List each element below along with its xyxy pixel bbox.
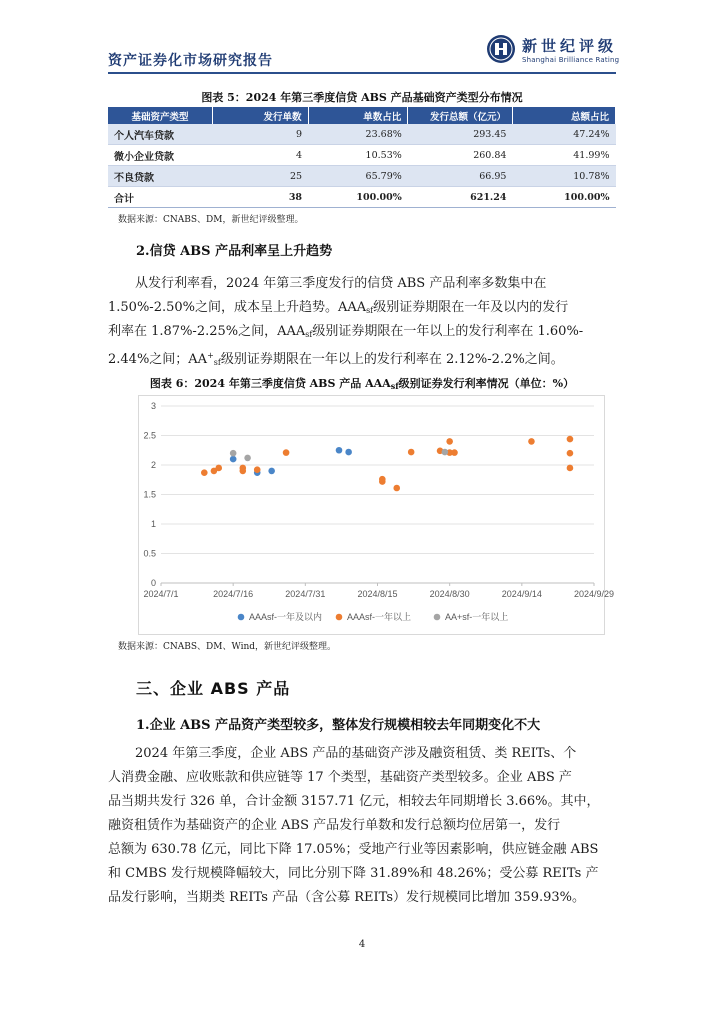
cell-count-pct: 65.79% [308,166,408,187]
legend-marker [238,614,245,621]
cell-amount-pct: 10.78% [512,166,615,187]
data-point [268,468,275,475]
cell-amount: 621.24 [408,187,513,208]
data-point [446,438,453,445]
subscript: sf [366,306,374,315]
data-point [528,438,535,445]
section3-subtitle: 1.企业 ABS 产品资产类型较多，整体发行规模相较去年同期变化不大 [136,718,541,733]
paragraph-line [108,296,616,320]
scatter-chart-svg [139,396,615,634]
y-tick-label: 1.5 [143,489,156,500]
data-point [230,450,237,457]
line-text: 1.50%-2.50%之间，成本呈上升趋势。AAA [108,300,367,315]
data-point [345,449,352,456]
paragraph-line [108,344,616,368]
y-tick-label: 2 [150,460,156,470]
data-point [239,465,246,472]
data-point [451,449,458,456]
cell-type: 不良贷款 [108,166,212,187]
x-tick-label: 2024/8/30 [429,589,470,599]
line-text: 从发行利率看，2024 年第三季度发行的信贷 ABS 产品利率多数集中在 [135,276,547,291]
line-text: 利率在 1.87%-2.25%之间，AAA [108,324,306,339]
cell-amount: 260.84 [408,145,513,166]
data-point [215,465,222,472]
col-header: 基础资产类型 [108,107,212,124]
x-tick-label: 2024/9/29 [573,589,615,599]
legend-label: AAAsf-一年以上 [347,612,412,622]
paragraph-line: 融资租赁作为基础资产的企业 ABS 产品发行单数和发行总额均位居第一，发行 [108,818,561,833]
paragraph-line [108,320,616,344]
company-logo-english: Shanghai Brilliance Rating [522,56,620,64]
section3-title: 三、企业 ABS 产品 [136,679,291,698]
cell-type: 合计 [108,187,212,208]
cell-type: 微小企业贷款 [108,145,212,166]
subsection2-paragraph [108,272,616,368]
table-row [108,166,616,187]
y-tick-label: 0 [150,578,156,588]
data-point [254,466,261,473]
legend-marker [434,614,441,621]
x-tick-label: 2024/7/31 [285,589,326,599]
figure6-source: 数据来源：CNABS、DM、Wind，新世纪评级整理。 [118,642,337,652]
legend-label: AAAsf-一年及以内 [249,612,323,622]
paragraph-line [108,272,616,296]
subsection2-title: 2.信贷 ABS 产品利率呈上升趋势 [136,244,333,259]
section3-paragraph [108,742,616,910]
line-text: 级别证券期限在一年以上的发行利率在 1.60%- [312,324,584,339]
data-point [567,450,574,457]
page-number: 4 [358,939,366,950]
data-point [393,485,400,492]
cell-amount: 66.95 [408,166,513,187]
cell-amount-pct: 41.99% [512,145,615,166]
superscript: + [207,351,214,360]
cell-count-pct: 100.00% [308,187,408,208]
figure6-caption [108,375,616,391]
paragraph-line: 人消费金融、应收账款和供应链等 17 个类型，基础资产类型较多。企业 ABS 产 [108,770,572,785]
table-row [108,145,616,166]
company-logo-emblem-icon [486,34,516,64]
line-text: 级别证券期限在一年及以内的发行 [373,300,569,315]
cell-count: 9 [212,124,308,145]
cell-amount-pct: 47.24% [512,124,615,145]
line-text: 级别证券期限在一年以上的发行利率在 2.12%-2.2%之间。 [220,352,564,367]
legend-label: AA+sf-一年以上 [445,612,509,622]
y-tick-label: 3 [150,401,156,411]
data-point [336,447,343,454]
caption-text: 级别证券发行利率情况（单位：%） [398,377,575,390]
figure6-chart [138,395,615,635]
cell-count: 38 [212,187,308,208]
table-total-row [108,187,616,208]
data-point [408,449,415,456]
x-tick-label: 2024/9/14 [501,589,542,599]
cell-count: 25 [212,166,308,187]
cell-count-pct: 23.68% [308,124,408,145]
legend-marker [336,614,343,621]
data-point [244,455,251,462]
line-text: 2.44%之间；AA [108,352,208,367]
paragraph-line: 品当期共发行 326 单，合计金额 3157.71 亿元，相较去年同期增长 3.66%。其中， [108,794,600,809]
table-header-row [108,107,616,124]
data-point [567,465,574,472]
paragraph-line: 2024 年第三季度，企业 ABS 产品的基础资产涉及融资租赁、类 REITs、个 [135,746,577,761]
y-tick-label: 1 [150,519,156,529]
data-point [379,476,386,483]
header-divider [108,72,616,74]
figure5-table [108,107,616,208]
data-point [201,469,208,476]
caption-text: 图表 6：2024 年第三季度信贷 ABS 产品 AAA [149,377,391,390]
cell-count: 4 [212,145,308,166]
cell-type: 个人汽车贷款 [108,124,212,145]
subscript: sf [305,330,313,339]
paragraph-line: 总额为 630.78 亿元，同比下降 17.05%；受地产行业等因素影响，供应链金融 ABS [108,842,599,857]
data-point [283,449,290,456]
company-logo-name: 新世纪评级 [522,37,618,55]
subscript: sf [213,358,221,367]
cell-amount-pct: 100.00% [512,187,615,208]
col-header: 发行单数 [212,107,308,124]
figure5-caption: 图表 5：2024 年第三季度信贷 ABS 产品基础资产类型分布情况 [201,91,523,104]
cell-count-pct: 10.53% [308,145,408,166]
figure5-source: 数据来源：CNABS、DM，新世纪评级整理。 [118,215,304,225]
paragraph-line: 品发行影响，当期类 REITs 产品（含公募 REITs）发行规模同比增加 359.93%。 [108,890,585,905]
report-header-title: 资产证券化市场研究报告 [108,53,273,69]
y-tick-label: 0.5 [143,548,156,559]
data-point [442,449,449,456]
data-point [567,436,574,443]
x-tick-label: 2024/7/1 [143,589,179,599]
table-row [108,124,616,145]
x-tick-label: 2024/8/15 [357,589,398,599]
x-tick-label: 2024/7/16 [213,589,254,599]
data-point [230,456,237,463]
paragraph-line: 和 CMBS 发行规模降幅较大，同比分别下降 31.89%和 48.26%；受公募 REITs 产 [108,866,599,881]
caption-subscript: sf [390,381,399,391]
col-header: 单数占比 [308,107,408,124]
col-header: 总额占比 [512,107,615,124]
cell-amount: 293.45 [408,124,513,145]
y-tick-label: 2.5 [143,430,156,441]
col-header: 发行总额（亿元） [408,107,513,124]
